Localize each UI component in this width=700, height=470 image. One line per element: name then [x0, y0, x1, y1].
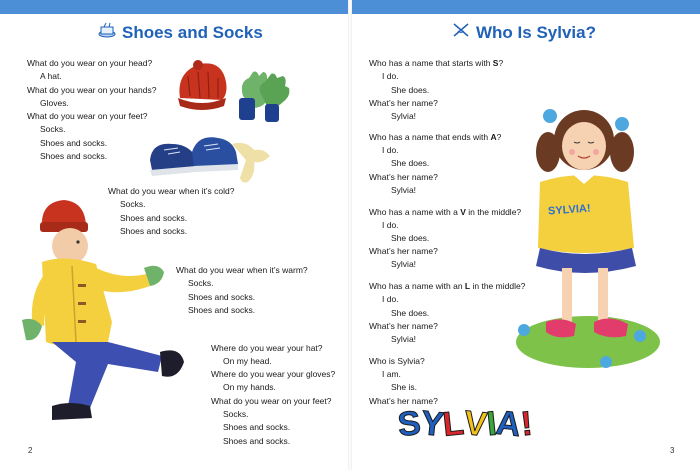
line-text: What’s her name? — [369, 172, 438, 182]
right-poem-line — [391, 85, 429, 95]
right-poem-line — [391, 111, 416, 121]
shoes-and-socks-illustration — [146, 130, 276, 188]
left-poem-line: Where do you wear your gloves? — [211, 369, 336, 379]
right-poem-line — [369, 321, 438, 331]
highlighted-letter: S — [492, 58, 499, 68]
green-gloves-illustration — [235, 66, 293, 128]
big-name-letter: V — [462, 403, 489, 445]
left-page-title — [98, 22, 263, 43]
left-poem-line: Gloves. — [40, 98, 69, 108]
right-title-text: Who Is Sylvia? — [476, 22, 596, 42]
big-name-letter: A — [494, 403, 523, 445]
left-poem-line: Shoes and socks. — [120, 226, 188, 236]
left-poem-line: What do you wear on your feet? — [27, 111, 148, 121]
left-poem-line: What do you wear on your hands? — [27, 85, 157, 95]
right-poem-line — [369, 246, 438, 256]
highlighted-letter: L — [464, 281, 471, 291]
right-poem-line — [382, 369, 401, 379]
left-poem-line: On my head. — [223, 356, 272, 366]
right-poem-line — [369, 132, 501, 142]
line-text: Sylvia! — [391, 259, 417, 269]
right-poem-line — [391, 158, 429, 168]
line-text: Who has a name with an — [369, 281, 465, 291]
right-poem-line — [391, 185, 416, 195]
boy-walking-illustration — [12, 192, 190, 432]
big-name-letter: L — [441, 404, 467, 444]
line-text: in the middle? — [465, 207, 522, 217]
right-poem-line — [369, 98, 438, 108]
left-poem-line: Shoes and socks. — [188, 292, 256, 302]
page-gutter — [348, 0, 352, 470]
left-poem-line: On my hands. — [223, 382, 276, 392]
line-text: in the middle? — [470, 281, 526, 291]
highlighted-letter: V — [460, 207, 466, 217]
right-poem-line — [391, 233, 429, 243]
highlighted-letter: A — [490, 132, 497, 142]
right-page-title — [452, 22, 596, 43]
red-hat-illustration — [174, 58, 232, 110]
left-poem-line: Shoes and socks. — [40, 138, 108, 148]
left-poem-line: What do you wear on your feet? — [211, 396, 332, 406]
left-poem-line: Shoes and socks. — [120, 213, 188, 223]
line-text: Sylvia! — [391, 111, 417, 121]
left-title-text: Shoes and Socks — [122, 22, 263, 42]
line-text: I do. — [382, 220, 399, 230]
line-text: Sylvia! — [391, 334, 417, 344]
line-text: I am. — [382, 369, 401, 379]
left-poem-line: Socks. — [40, 124, 66, 134]
line-text: ? — [498, 58, 504, 68]
big-name-letter: S — [396, 403, 423, 445]
big-name-letter: Y — [418, 403, 446, 445]
line-text: She is. — [391, 382, 417, 392]
right-poem-line — [369, 172, 438, 182]
line-text: Sylvia! — [391, 185, 417, 195]
line-text: I do. — [382, 294, 399, 304]
line-text: She does. — [391, 85, 430, 95]
sweater-name-text: SYLVIA! — [547, 202, 591, 218]
right-poem-line — [391, 334, 416, 344]
right-poem-line — [369, 356, 425, 366]
line-text: She does. — [391, 308, 430, 318]
big-name-letter: I — [484, 404, 499, 444]
line-text: Who has a name that ends with — [369, 132, 491, 142]
right-poem-line — [382, 294, 399, 304]
right-poem-line — [382, 220, 399, 230]
right-page-number: 3 — [670, 446, 675, 455]
left-poem-line: Shoes and socks. — [188, 305, 256, 315]
left-poem-line: Socks. — [188, 278, 214, 288]
right-poem-line — [382, 71, 399, 81]
line-text: Who is Sylvia? — [369, 356, 425, 366]
line-text: What’s her name? — [369, 396, 438, 406]
left-poem-line: Socks. — [120, 199, 146, 209]
right-poem-line — [382, 145, 399, 155]
right-poem-line — [369, 207, 521, 217]
left-poem-line: Shoes and socks. — [223, 422, 291, 432]
left-poem-line: A hat. — [40, 71, 62, 81]
line-text: What’s her name? — [369, 98, 438, 108]
line-text: She does. — [391, 158, 430, 168]
left-poem-line: Shoes and socks. — [223, 436, 291, 446]
right-poem-line — [391, 259, 416, 269]
right-poem-line — [391, 308, 429, 318]
line-text: I do. — [382, 71, 399, 81]
line-text: What’s her name? — [369, 246, 438, 256]
left-poem-line: What do you wear when it’s warm? — [176, 265, 308, 275]
left-poem-line: What do you wear when it’s cold? — [108, 186, 235, 196]
left-poem-line: Where do you wear your hat? — [211, 343, 323, 353]
left-poem-line: Shoes and socks. — [40, 151, 108, 161]
left-poem-line: Socks. — [223, 409, 249, 419]
line-text: She does. — [391, 233, 430, 243]
left-page-number: 2 — [28, 446, 33, 455]
right-poem-line — [391, 382, 417, 392]
crossed-sticks-icon — [452, 22, 470, 43]
big-name-letter: ! — [518, 404, 535, 444]
line-text: I do. — [382, 145, 399, 155]
cake-icon — [98, 22, 116, 43]
right-poem-line — [369, 58, 503, 68]
left-poem-line: What do you wear on your head? — [27, 58, 153, 68]
line-text: ? — [496, 132, 502, 142]
right-poem-line — [369, 281, 525, 291]
line-text: Who has a name that starts with — [369, 58, 493, 68]
line-text: Who has a name with a — [369, 207, 461, 217]
big-sylvia-title — [396, 403, 535, 445]
sylvia-girl-illustration — [510, 100, 660, 372]
line-text: What’s her name? — [369, 321, 438, 331]
